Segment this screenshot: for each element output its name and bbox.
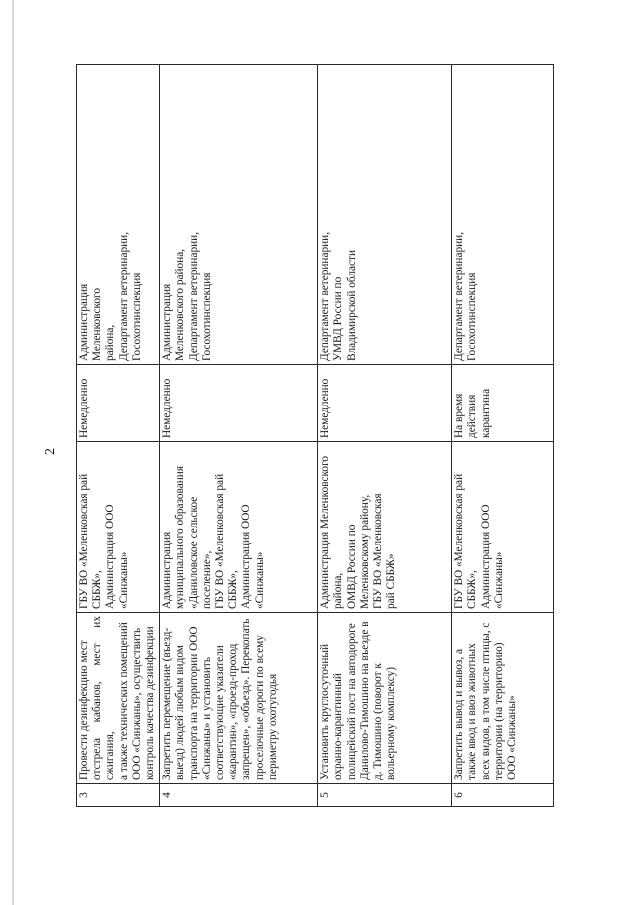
text-line: всех видов, в том числе птицы, с — [479, 622, 492, 780]
text-line: периметру охотугодья — [266, 673, 279, 780]
text-line: муниципального образования — [174, 465, 187, 609]
responsible-cell — [452, 65, 554, 365]
measure-text — [77, 613, 160, 784]
text-line: района, — [332, 572, 345, 609]
text-line: «Даниловское сельское — [187, 496, 200, 609]
text-line: Администрация ООО — [104, 504, 117, 609]
text-line: СББЖ», — [227, 570, 240, 609]
text-line: Департамент ветеринарии, — [117, 231, 130, 361]
text-line: д. Тимошино (поворот к — [372, 663, 385, 780]
text-line: поселение», — [200, 550, 213, 609]
text-line: «карантин», «проезд-проход — [227, 643, 240, 780]
measure-text — [452, 613, 554, 784]
text-line: Данилово-Тимошино на въезде в — [358, 621, 371, 780]
executors-cell — [77, 442, 160, 613]
deadline-cell — [452, 365, 554, 442]
measure-text — [318, 613, 452, 784]
text-line: Администрация — [161, 283, 174, 361]
text-line: Администрация Меленковского — [319, 455, 332, 609]
text-line: Немедленно — [78, 378, 90, 438]
text-line: Администрация ООО — [479, 504, 492, 609]
text-line: Немедленно — [161, 378, 174, 438]
text-line: транспорта на территории ООО — [187, 626, 200, 780]
text-line: Немедленно — [319, 378, 332, 438]
text-line: ГБУ ВО «Меленковская рай — [78, 473, 90, 609]
text-line: соответствующие указатели — [214, 645, 227, 780]
text-line: ГБУ ВО «Меленковская рай — [214, 473, 227, 609]
row-number: 4 — [160, 784, 318, 807]
text-line: выезд) людей любым видом — [174, 645, 187, 780]
executors-cell — [318, 442, 452, 613]
measures-table-body — [77, 65, 554, 807]
text-line: запрещен», «объезд». Перекопать — [240, 618, 253, 780]
executors-cell — [160, 442, 318, 613]
text-line: Департамент ветеринарии, — [187, 231, 200, 361]
text-line: Владимирской области — [345, 249, 358, 361]
text-line: территории (на территорию) — [492, 642, 505, 780]
text-line: также ввод и ввоз животных — [466, 643, 479, 780]
text-line: Администрация ООО — [240, 504, 253, 609]
page-number: 2 — [43, 448, 58, 455]
text-line: ОМВД России по — [345, 524, 358, 609]
measure-text — [160, 613, 318, 784]
table-row — [77, 65, 160, 807]
responsible-cell — [160, 65, 318, 365]
text-line: Установить круглосуточный — [319, 643, 332, 780]
text-line: ООО «Синжаны» — [506, 695, 519, 780]
text-line: «Синжаны» — [117, 551, 130, 609]
text-line: карантина — [479, 388, 492, 438]
text-line: охранно-карантинный — [332, 673, 345, 780]
text-line: СББЖ», — [466, 570, 479, 609]
text-line: На время — [453, 393, 466, 438]
table-row — [452, 65, 554, 807]
text-line: Меленковского — [91, 287, 104, 361]
text-line: «Синжаны» — [492, 551, 505, 609]
text-line: вольерному комплексу) — [385, 667, 398, 780]
text-line: «Синжаны» — [253, 551, 266, 609]
responsible-cell — [77, 65, 160, 365]
text-line: действия — [466, 394, 479, 438]
text-line: Госохотинспекция — [200, 272, 213, 361]
text-line: Госохотинспекция — [130, 272, 143, 361]
text-line: Провести дезинфекцию мест — [78, 640, 90, 780]
text-line: Меленковского района, — [174, 248, 187, 361]
text-line: полицейский пост на автодороге — [345, 623, 358, 780]
text-line: ООО «Синжаны», осуществить — [130, 627, 143, 780]
text-line: ГБУ ВО «Меленковская — [372, 493, 385, 609]
text-line: СББЖ», — [91, 570, 104, 609]
text-line: ГБУ ВО «Меленковская рай — [453, 473, 466, 609]
row-number: 6 — [452, 784, 554, 807]
text-line: «Синжаны» и установить — [200, 657, 213, 780]
text-line: Меленковскому району, — [358, 494, 371, 609]
text-line: Администрация — [78, 283, 90, 361]
deadline-cell — [160, 365, 318, 442]
text-line: Департамент ветеринарии, — [453, 231, 466, 361]
table-row — [318, 65, 452, 807]
text-line: Госохотинспекция — [466, 272, 479, 361]
row-number: 5 — [318, 784, 452, 807]
text-line: контроль качества дезинфекции — [144, 626, 157, 780]
text-line: отстрела кабанов, мест их сжигания, — [91, 616, 117, 780]
text-line: Департамент ветеринарии, — [319, 231, 332, 361]
text-line: Администрация — [161, 531, 174, 609]
text-line: рай СББЖ» — [385, 553, 398, 609]
executors-cell — [452, 442, 554, 613]
table-row — [160, 65, 318, 807]
text-line: Запретить перемещение (въезд- — [161, 627, 174, 780]
responsible-cell — [318, 65, 452, 365]
row-number: 3 — [77, 784, 160, 807]
text-line: а также технических помещений — [117, 622, 130, 780]
scan-edge — [12, 0, 14, 905]
rotated-page-content — [43, 65, 519, 807]
measures-table — [76, 64, 554, 807]
text-line: района, — [104, 324, 117, 361]
text-line: Запретить вывод и вывоз, а — [453, 648, 466, 780]
deadline-cell — [318, 365, 452, 442]
text-line: УМВД России по — [332, 276, 345, 361]
text-line: проселочные дороги по всему — [253, 635, 266, 780]
deadline-cell — [77, 365, 160, 442]
